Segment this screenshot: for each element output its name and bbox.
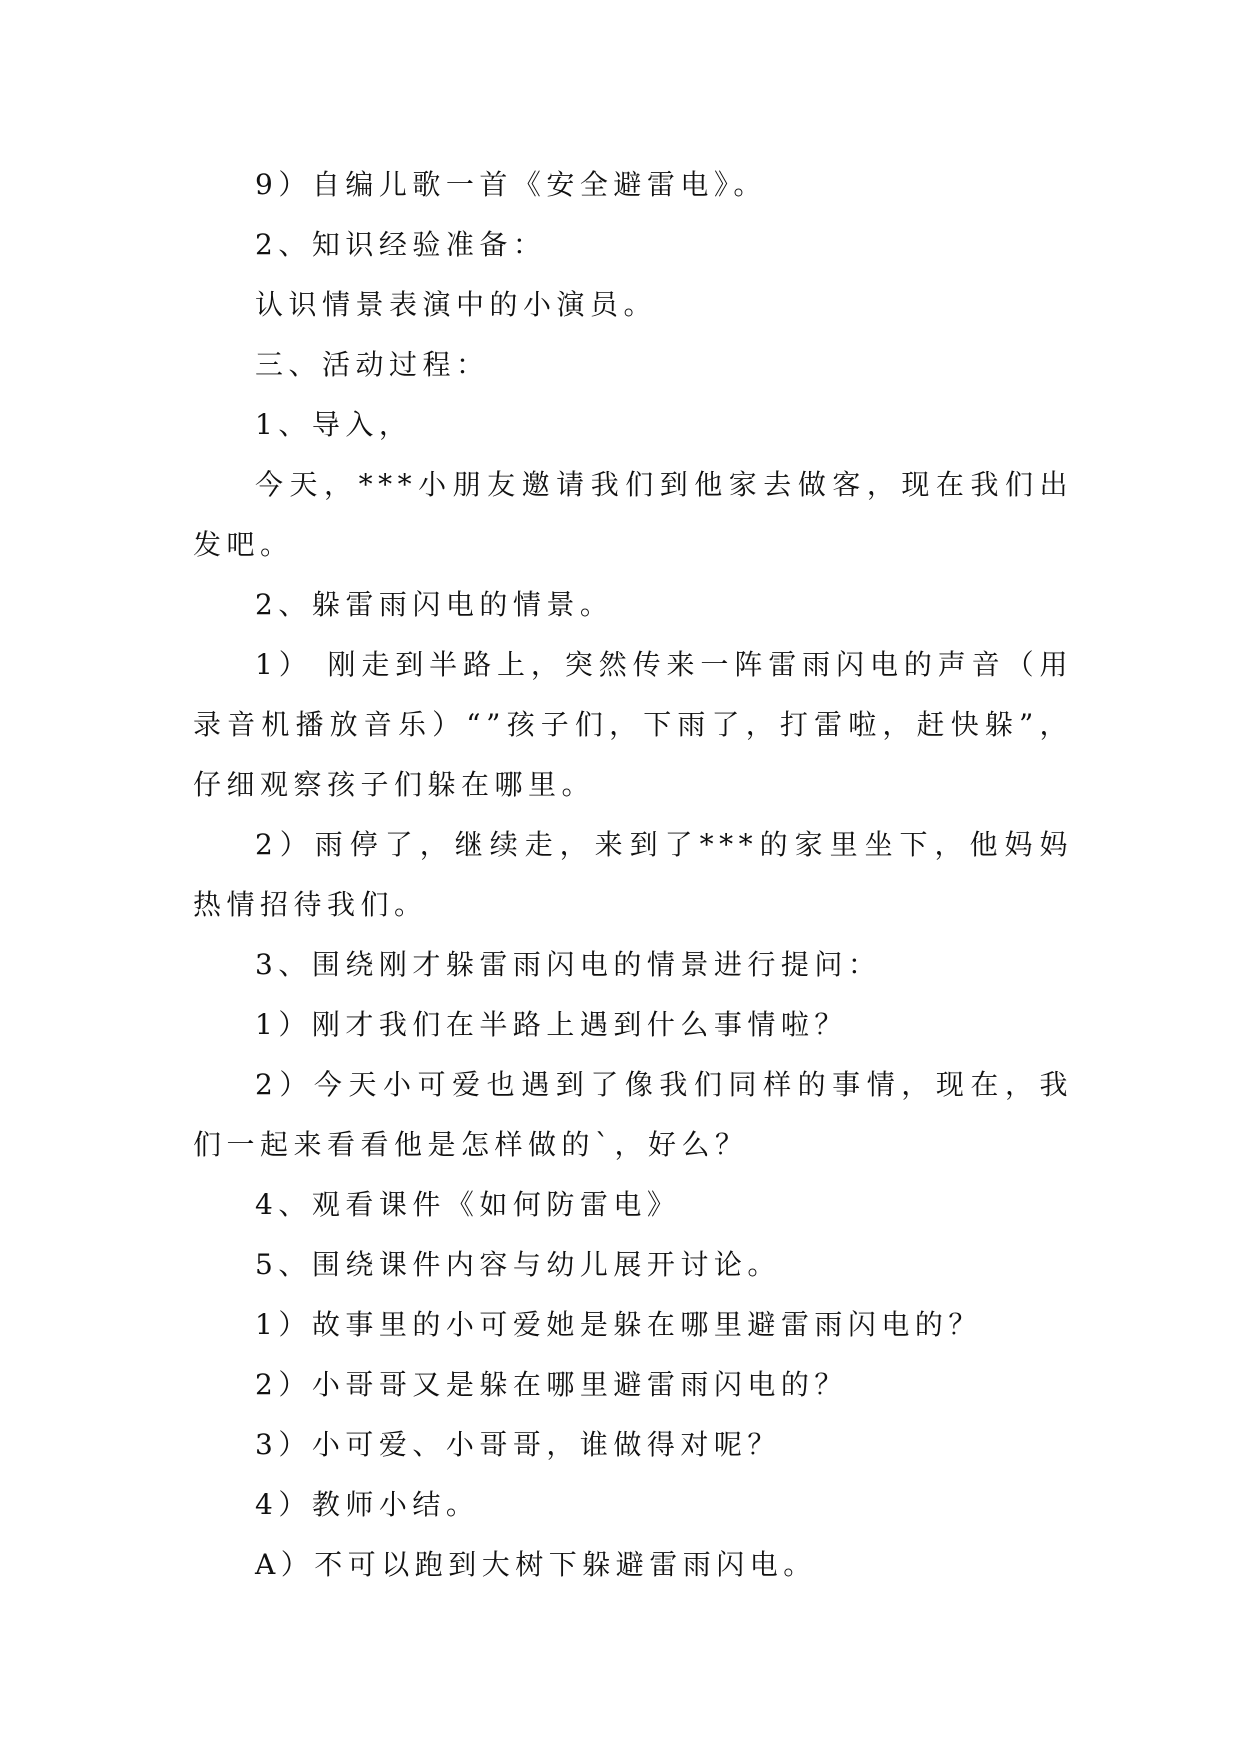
paragraph: 认识情景表演中的小演员。 — [255, 288, 658, 321]
paragraph: 1、导入， — [255, 408, 413, 441]
paragraph: 2）小哥哥又是躲在哪里避雷雨闪电的？ — [255, 1368, 848, 1401]
paragraph: 5、围绕课件内容与幼儿展开讨论。 — [255, 1248, 781, 1281]
paragraph: 2）雨停了，继续走，来到了***的家里坐下，他妈妈热情招待我们。 — [193, 828, 1073, 921]
paragraph: 1）刚才我们在半路上遇到什么事情啦？ — [255, 1008, 848, 1041]
document-body — [193, 155, 1073, 1595]
paragraph: 1） 刚走到半路上，突然传来一阵雷雨闪电的声音（用录音机播放音乐）“”孩子们，下雨了，打雷啦，赶快躲”，仔细观察孩子们躲在哪里。 — [193, 648, 1073, 801]
paragraph: 3）小可爱、小哥哥，谁做得对呢？ — [255, 1428, 781, 1461]
paragraph: 三、活动过程： — [255, 348, 490, 381]
paragraph: 3、围绕刚才躲雷雨闪电的情景进行提问： — [255, 948, 882, 981]
paragraph: 4）教师小结。 — [255, 1488, 480, 1521]
paragraph: A）不可以跑到大树下躲避雷雨闪电。 — [255, 1548, 817, 1581]
paragraph: 2、躲雷雨闪电的情景。 — [255, 588, 614, 621]
paragraph: 1）故事里的小可爱她是躲在哪里避雷雨闪电的？ — [255, 1308, 982, 1341]
paragraph: 2）今天小可爱也遇到了像我们同样的事情，现在，我们一起来看看他是怎样做的`，好么？ — [193, 1068, 1073, 1161]
paragraph: 4、观看课件《如何防雷电》 — [255, 1188, 681, 1221]
paragraph: 9）自编儿歌一首《安全避雷电》。 — [255, 168, 767, 201]
paragraph: 2、知识经验准备： — [255, 228, 547, 261]
paragraph: 今天，***小朋友邀请我们到他家去做客，现在我们出发吧。 — [193, 468, 1073, 561]
